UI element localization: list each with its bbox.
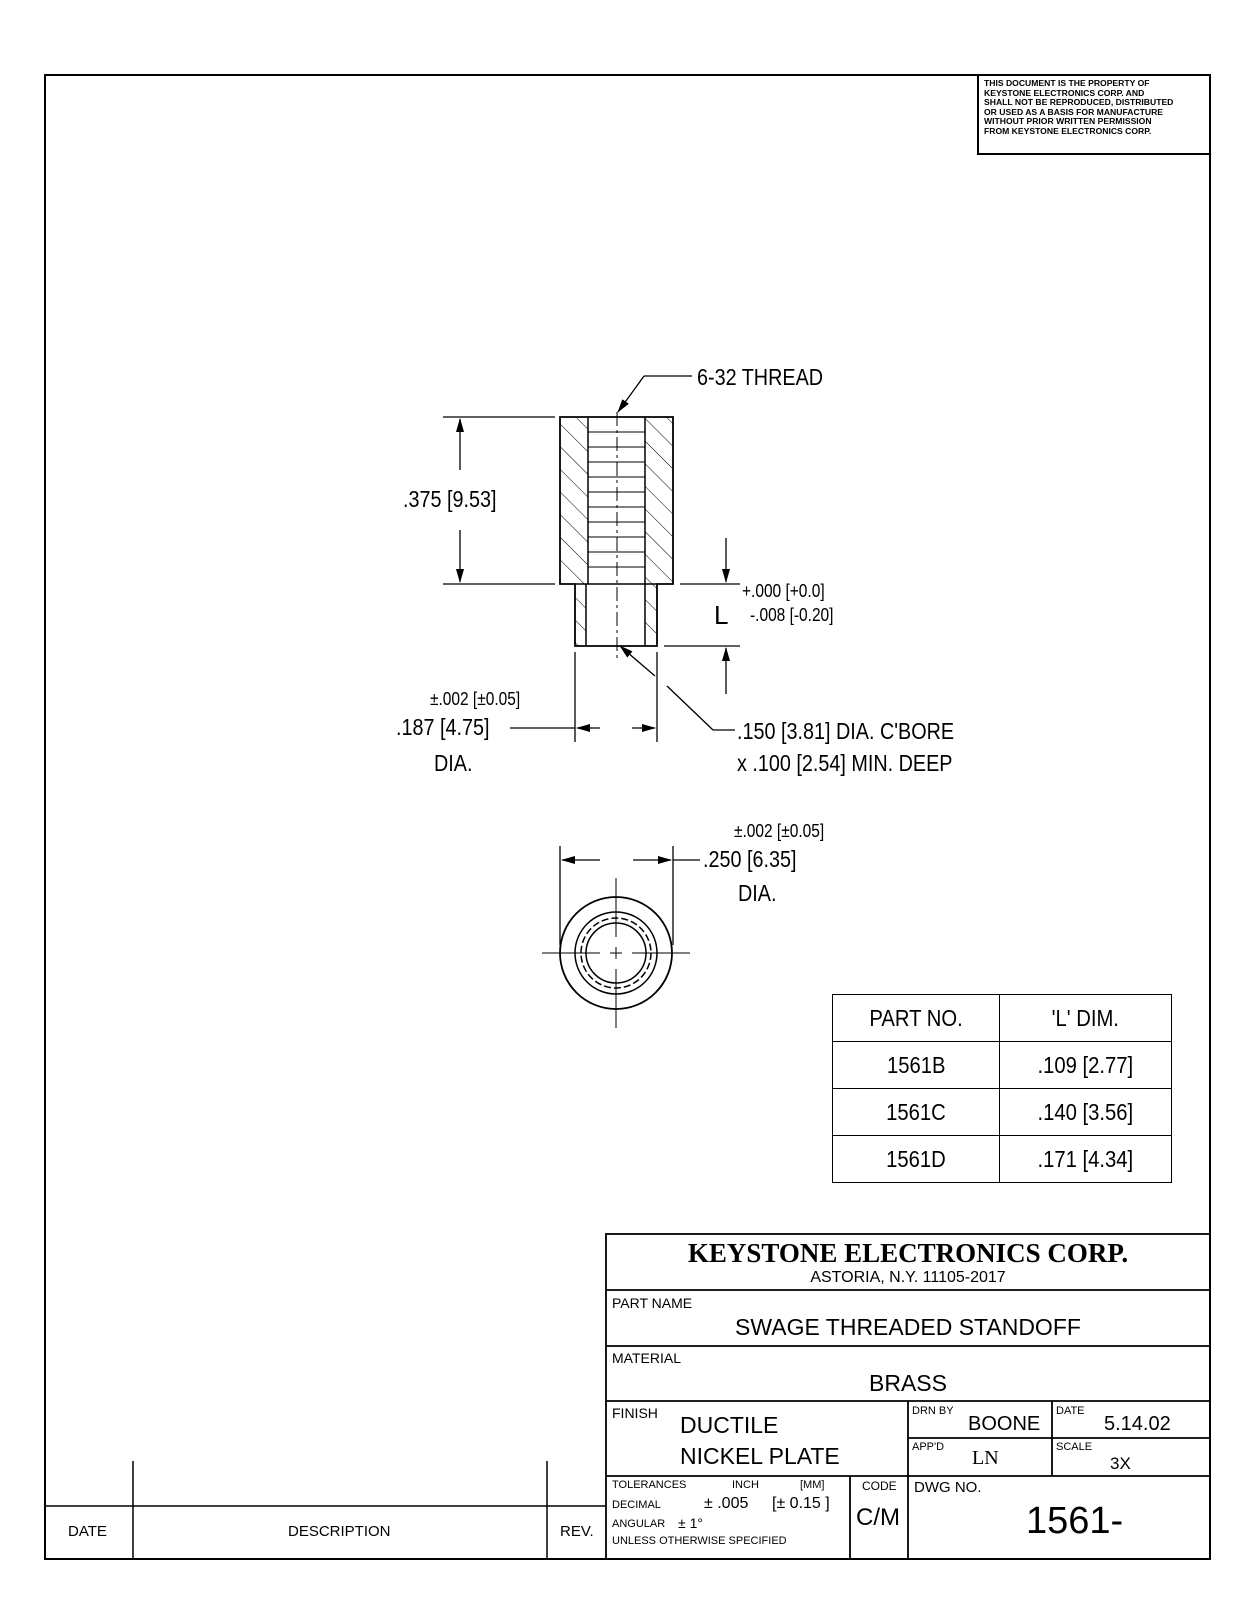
inch-label: INCH bbox=[732, 1479, 759, 1491]
material-value: BRASS bbox=[869, 1370, 947, 1396]
decimal-inch: ± .005 bbox=[704, 1495, 749, 1512]
material-label: MATERIAL bbox=[612, 1350, 681, 1366]
decimal-mm: [± 0.15 ] bbox=[772, 1495, 830, 1512]
finish-label: FINISH bbox=[612, 1405, 658, 1421]
l-dimension bbox=[664, 538, 740, 694]
height-dimension-text: .375 [9.53] bbox=[403, 486, 497, 512]
shank-dimension bbox=[510, 652, 657, 742]
finish-line1: DUCTILE bbox=[680, 1412, 779, 1438]
scale-label: SCALE bbox=[1056, 1441, 1093, 1453]
cbore-callout-line1: .150 [3.81] DIA. C'BORE bbox=[737, 718, 955, 744]
angular-label: ANGULAR bbox=[612, 1518, 666, 1530]
table-cell-l-dim: .140 [3.56] bbox=[1000, 1089, 1172, 1136]
date-label: DATE bbox=[1056, 1405, 1085, 1417]
parts-table bbox=[832, 994, 1172, 1183]
finish-line2: NICKEL PLATE bbox=[680, 1443, 840, 1469]
shank-dimension-text: .187 [4.75] bbox=[396, 714, 490, 740]
approved-by: LN bbox=[972, 1447, 999, 1469]
part-name: SWAGE THREADED STANDOFF bbox=[735, 1314, 1081, 1340]
part-name-label: PART NAME bbox=[612, 1295, 693, 1311]
table-cell-part: 1561C bbox=[833, 1089, 1000, 1136]
thread-leader bbox=[618, 376, 692, 412]
notice-line: OR USED AS A BASIS FOR MANUFACTURE bbox=[984, 106, 1164, 117]
cbore-callout-line2: x .100 [2.54] MIN. DEEP bbox=[737, 750, 953, 776]
shank-dia-label: DIA. bbox=[434, 750, 473, 776]
ownership-notice bbox=[978, 76, 1210, 154]
decimal-label: DECIMAL bbox=[612, 1499, 661, 1511]
table-cell-part: 1561B bbox=[833, 1042, 1000, 1089]
notice-line: SHALL NOT BE REPRODUCED, DISTRIBUTED bbox=[984, 97, 1174, 108]
l-label: L bbox=[714, 600, 729, 630]
revision-date-label: DATE bbox=[68, 1523, 107, 1540]
shank-tolerance: ±.002 [±0.05] bbox=[430, 689, 521, 709]
dwg-no-label: DWG NO. bbox=[914, 1479, 982, 1496]
tolerances-label: TOLERANCES bbox=[612, 1479, 687, 1491]
drawn-by-label: DRN BY bbox=[912, 1405, 954, 1417]
od-dia-label: DIA. bbox=[738, 880, 777, 906]
approved-label: APP'D bbox=[912, 1441, 945, 1453]
l-tolerance-plus: +.000 [+0.0] bbox=[742, 581, 825, 601]
notice-line: THIS DOCUMENT IS THE PROPERTY OF bbox=[984, 78, 1150, 88]
end-view bbox=[542, 878, 690, 1028]
thread-callout: 6-32 THREAD bbox=[697, 364, 824, 390]
cbore-leader bbox=[620, 646, 735, 730]
notice-line: FROM KEYSTONE ELECTRONICS CORP. bbox=[984, 125, 1152, 136]
l-tolerance-minus: -.008 [-0.20] bbox=[750, 605, 834, 625]
revision-description-label: DESCRIPTION bbox=[288, 1523, 391, 1540]
company-address: ASTORIA, N.Y. 11105-2017 bbox=[810, 1269, 1006, 1286]
dwg-no: 1561- bbox=[1026, 1500, 1124, 1542]
notice-line: WITHOUT PRIOR WRITTEN PERMISSION bbox=[984, 116, 1152, 127]
unless-specified-label: UNLESS OTHERWISE SPECIFIED bbox=[612, 1535, 787, 1547]
table-header: 'L' DIM. bbox=[1000, 995, 1172, 1042]
table-cell-part: 1561D bbox=[833, 1136, 1000, 1183]
code-label: CODE bbox=[862, 1479, 897, 1493]
drawn-by: BOONE bbox=[968, 1413, 1041, 1435]
table-row bbox=[833, 1042, 1172, 1089]
code-value: C/M bbox=[856, 1504, 900, 1531]
revision-block-lines bbox=[45, 1461, 606, 1559]
table-row bbox=[833, 1089, 1172, 1136]
revision-rev-label: REV. bbox=[560, 1523, 594, 1540]
mm-label: [MM] bbox=[800, 1479, 825, 1491]
table-cell-l-dim: .109 [2.77] bbox=[1000, 1042, 1172, 1089]
od-dimension bbox=[560, 846, 700, 945]
od-tolerance: ±.002 [±0.05] bbox=[734, 821, 825, 841]
table-row bbox=[833, 1136, 1172, 1183]
angular-value: ± 1° bbox=[678, 1515, 703, 1531]
date-value: 5.14.02 bbox=[1104, 1413, 1171, 1435]
table-header: PART NO. bbox=[833, 995, 1000, 1042]
od-dimension-text: .250 [6.35] bbox=[703, 846, 797, 872]
table-header-row bbox=[833, 995, 1172, 1042]
side-view bbox=[560, 412, 673, 660]
company-name: KEYSTONE ELECTRONICS CORP. bbox=[687, 1238, 1129, 1268]
scale-value: 3X bbox=[1110, 1454, 1131, 1473]
notice-line: KEYSTONE ELECTRONICS CORP. AND bbox=[984, 87, 1145, 98]
table-cell-l-dim: .171 [4.34] bbox=[1000, 1136, 1172, 1183]
